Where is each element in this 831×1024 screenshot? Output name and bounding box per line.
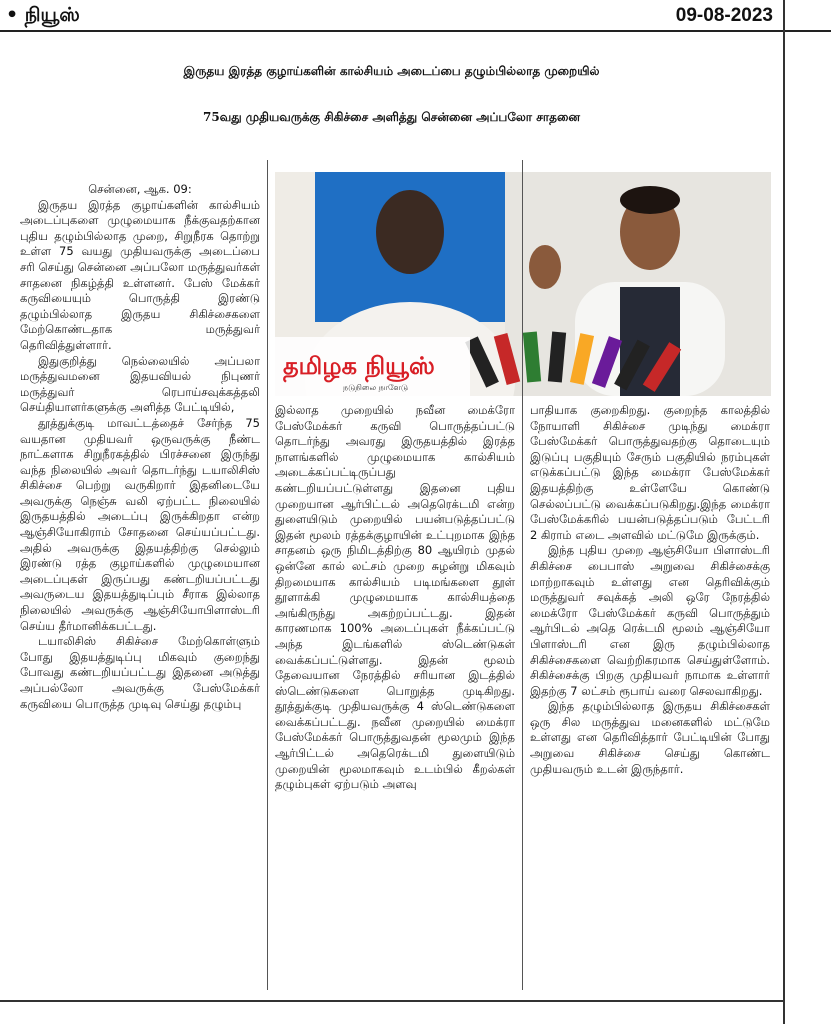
headline (0, 48, 783, 140)
section-label: • நியூஸ் (6, 4, 80, 26)
paragraph: இந்த தழும்பில்லாத இருதய சிகிச்சைகள் ஒரு சில மருத்துவ மனைகளில் மட்டுமே உள்ளது என தெரிவித்தார் பேட்டியின் போது அறுவை சிகிச்சை செய்து கொண்ட முதியவரும் உடன் இருந்தார். (530, 699, 770, 776)
press-meet-photo (275, 172, 771, 396)
page-bottom-rule (0, 1000, 783, 1002)
left-person-head (376, 190, 444, 274)
article-column-2 (275, 403, 515, 987)
article-column-1 (20, 182, 260, 987)
headline-line-1: இருதய இரத்த குழாய்களின் கால்சியம் அடைப்பை தழும்பில்லாத முறையில் (183, 64, 600, 78)
article-column-3 (530, 403, 770, 987)
column-rule-1 (267, 160, 268, 990)
paragraph: இதுகுறித்து நெல்லையில் அப்பலா மருத்துவமனை இதயவியல் நிபுணர் மருத்துவர் ரெபாய்சவுக்கத்தலி செய்தியாளர்களுக்கு அளித்த பேட்டியில், (20, 353, 260, 415)
right-margin-rule (783, 0, 785, 1024)
issue-date: 09-08-2023 (675, 5, 773, 26)
logo-subtext: நடுநிலை நாளேடு (343, 383, 409, 392)
paragraph: இந்த புதிய முறை ஆஞ்சியோ பிளாஸ்டரி சிகிச்சை பைபாஸ் அறுவை சிகிச்சைக்கு மாற்றாகவும் உள்ளது என தெரிவிக்கும் மருத்துவர் சவுக்கத் அலி ஒரே நேரத்தில் மைக்ரோ பேஸ்மேக்கர் கருவி பொருத்தும் ஆர்பிடல் அதெ ரெக்டமி மூலம் ஆஞ்சியோ பிளாஸ்டரி என இரு தழும்பில்லாத சிகிச்சைகளை வெற்றிகரமாக செய்துள்ளோம். சிகிச்சைக்கு பிறகு முதியவர் நாமாக உள்ளார் இதற்கு 7 லட்சம் ரூபாய் வரை செலவாகிறது. (530, 543, 770, 698)
paragraph: தூத்துக்குடி மாவட்டத்தைச் சேர்ந்த 75 வயதான முதியவர் ஒருவருக்கு நீண்ட நாட்களாக சிறுநீரகத்தில் பிரச்சனை இருந்து வந்த நிலையில் அவர் தொடர்ந்து டயாலிசிஸ் சிகிச்சை பெற்று வருகிறார் இதனிடையே அவருக்கு நெஞ்சு வலி ஏற்பட்ட நிலையில் இருதயத்தில் அடைப்பு இருக்கிறதா என்ற ஆஞ்சியோகிராம் சோதனை செய்யப்பட்டது. அதில் அவருக்கு இதயத்திற்கு செல்லும் இரண்டு ரத்த குழாய்களில் முழுமையான அடைப்புகள் இருப்பது கண்டறியப்பட்டது அவருடைய இதயத்துடிப்பும் சீராக இல்லாத நிலையில் அவருக்கு ஆஞ்சியோபிளாஸ்டரி செய்ய தீர்மானிக்கபட்டது. (20, 415, 260, 633)
photo-illustration (275, 172, 771, 396)
raised-hand (529, 245, 561, 289)
dateline: சென்னை, ஆக. 09: (88, 182, 192, 196)
column-rule-2 (522, 160, 523, 990)
paragraph: இருதய இரத்த குழாய்களின் கால்சியம் அடைப்புகளை முழுமையாக நீக்குவதற்கான புதிய தழும்பில்லாத முறை, சிறுநீரக தொற்று உள்ள 75 வயது முதியவருக்கு அடைப்பை சரி செய்து சென்னை அப்பலோ மருத்துவர்கள் சாதனை நிகழ்த்தி உள்ளனர். பேஸ் மேக்கர் கருவியையும் பொருத்தி இரண்டு தழும்பில்லாத இருதய சிகிச்சைகளை மேற்கொண்டதாக மருத்துவர் தெரிவித்துள்ளார். (20, 197, 260, 352)
paragraph: டயாலிசிஸ் சிகிச்சை மேற்கொள்ளும் போது இதயத்துடிப்பு மிகவும் குறைந்து போவது கண்டறியப்பட்டது இதனை அடுத்து அப்பல்லோ அவருக்கு பேஸ்மேக்கர் கருவியை பொருத்த முடிவு செய்து தழும்பு (20, 634, 260, 711)
logo-text: தமிழக நியூஸ் (283, 352, 435, 380)
paragraph: பாதியாக குறைகிறது. குறைந்த காலத்தில் நோயாளி சிகிச்சை முடிந்து மைக்ரா பேஸ்மேக்கர் பொருத்துவதற்கு தொடையும் இடுப்பு பகுதியும் சேரும் பகுதியில் நரம்புகள் எடுக்கப்பட்டு இந்த மைக்ரா பேஸ்மேக்கர் இதயத்திற்கு உள்ளேயே கொண்டு செல்லப்பட்டு வைக்கப்படுகிறது.இந்த மைக்ரா பேஸ்மேக்கரில் பயன்படுத்தப்படும் பேட்டரி 2 கிராம் எடை அளவில் மட்டுமே இருக்கும். (530, 403, 770, 542)
page-header (0, 0, 831, 32)
paragraph: இல்லாத முறையில் நவீன மைக்ரோ பேஸ்மேக்கர் கருவி பொருத்தப்பட்டு தொடர்ந்து அவரது இருதயத்தில் இரத்த நாளங்களில் முழுமையாக கால்சியம் அடைக்கப்பட்டிருப்பது கண்டறியப்பட்டுள்ளது இதனை புதிய முறையான ஆர்பிட்டல் அதெரெக்டமி என்ற துளையிடும் முறையில் பயன்படுத்தப்பட்டு இதன் மூலம் ரத்தக்குழாயின் உட்புறமாக இந்த சாதனம் ஒரு நிமிடத்திற்கு 80 ஆயிரம் முதல் ஒன்னே கால் லட்சம் முறை சுழன்று மிகவும் திறமையாக கால்சியம் படிமங்களை தூள் தூளாக்கி முழுமையாக கால்சியத்தை அங்கிருந்து அகற்றப்பட்டது. இதன் காரணமாக 100% அடைப்புகள் நீக்கப்பட்டு அந்த இடங்களில் ஸ்டெண்டுகள் வைக்கப்பட்டுள்ளது. இதன் மூலம் தேவையான நேரத்தில் சரியான இடத்தில் ஸ்டெண்டுகளை பொறுத்த முடிகிறது. தூத்துக்குடி முதியவருக்கு 4 ஸ்டெண்டுகளை வைக்கப்பட்டது. நவீன முறையில் மைக்ரா பேஸ்மேக்கர் பொருத்துவதன் மூலமும் இந்த ஆர்பிட்டல் அதெரெக்டமி துளையிடும் முறையின் மூலமாகவும் உடம்பில் கீறல்கள் தழும்புகள் ஏற்படும் அளவு (275, 403, 515, 792)
headline-line-2: 75வது முதியவருக்கு சிகிச்சை அளித்து சென்னை அப்பலோ சாதனை (203, 110, 580, 124)
